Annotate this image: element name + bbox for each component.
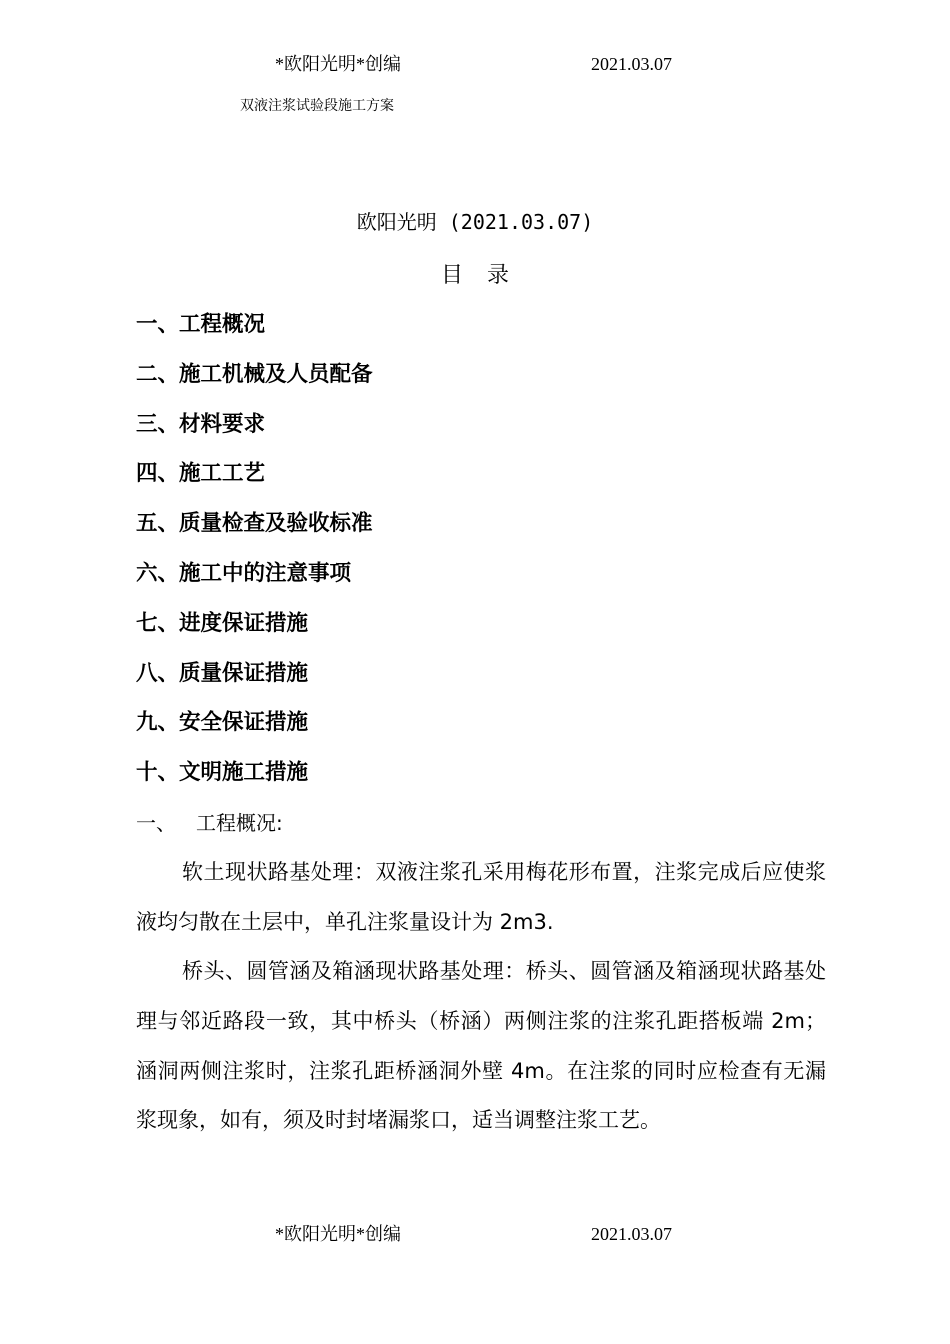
toc-item: 五、质量检查及验收标准 [136, 511, 373, 537]
header-date: 2021.03.07 [591, 54, 672, 74]
footer-date: 2021.03.07 [591, 1224, 672, 1244]
toc-item: 六、施工中的注意事项 [136, 560, 352, 586]
table-of-contents [136, 309, 373, 807]
toc-item: 七、进度保证措施 [136, 610, 309, 636]
toc-item: 九、安全保证措施 [136, 710, 309, 736]
footer-author: *欧阳光明*创编 [275, 1224, 401, 1244]
document-title: 双液注浆试验段施工方案 [240, 98, 394, 114]
toc-title: 目录 [440, 263, 533, 288]
toc-item: 三、材料要求 [136, 411, 266, 437]
header-author: *欧阳光明*创编 [275, 54, 401, 74]
toc-item: 二、施工机械及人员配备 [136, 361, 373, 387]
body-paragraph: 软土现状路基处理：双液注浆孔采用梅花形布置，注浆完成后应使浆液均匀散在土层中，单孔注浆量设计为 2m3. [136, 860, 826, 934]
section-title: 工程概况: [196, 811, 283, 835]
body-paragraph: 桥头、圆管涵及箱涵现状路基处理：桥头、圆管涵及箱涵现状路基处理与邻近路段一致，其中桥头（桥涵）两侧注浆的注浆孔距搭板端 2m；涵洞两侧注浆时，注浆孔距桥涵洞外壁 4m。在注浆的同时应检查有无漏浆现象，如有，须及时封堵漏浆口，适当调整注浆工艺。 [136, 959, 826, 1133]
section-heading [136, 808, 283, 838]
toc-item: 八、质量保证措施 [136, 660, 309, 686]
author-date-line: 欧阳光明 (2021.03.07) [356, 210, 594, 234]
toc-item: 一、工程概况 [136, 312, 266, 337]
section-number: 一、 [136, 811, 176, 835]
toc-item: 四、施工工艺 [136, 461, 266, 487]
toc-item: 十、文明施工措施 [136, 760, 309, 786]
